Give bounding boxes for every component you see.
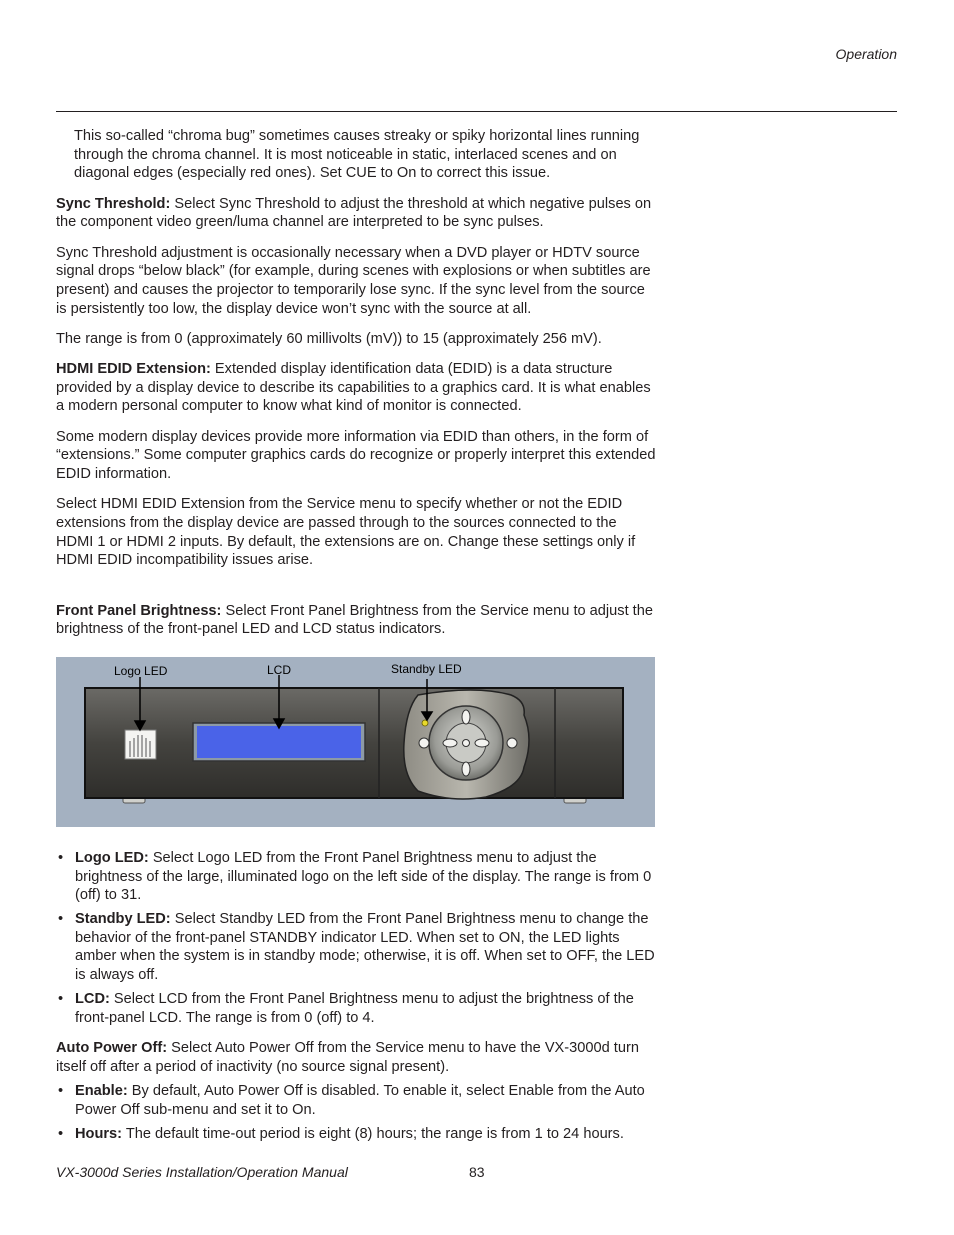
sync-threshold-detail: Sync Threshold adjustment is occasionally necessary when a DVD player or HDTV source signal drops “below black” (for example, during scenes with explosions or when subtitles are present) and causes the projector to temporarily lose sync. If the sync level from the source is persistently too low, the display device won’t sync with the source at all. [56,244,651,317]
auto-power-text: Select Auto Power Off from the Service menu to have the VX-3000d turn itself off after a period of inactivity (no source signal present). [56,1039,639,1075]
bullet-term: Standby LED: [75,911,171,928]
sync-threshold-paragraph [56,195,656,232]
sync-threshold-text: Select Sync Threshold to adjust the threshold at which negative pulses on the component video green/luma channel are interpreted to be sync pulses. [56,195,652,231]
lcd-screen [197,726,361,758]
list-item [56,1125,656,1144]
bullet-term: Enable: [75,1083,128,1100]
edid-extensions-paragraph: Some modern display devices provide more information via EDID than others, in the form of “extensions.” Some computer graphics cards do recognize or properly interpret this extended EDID information. [56,428,656,483]
footer-manual-title: VX-3000d Series Installation/Operation Manual [56,1164,348,1180]
hdmi-edid-paragraph [56,360,656,416]
running-header: Operation [835,46,897,62]
nav-down-button [462,762,470,776]
front-panel-illustration [56,657,655,827]
lcd-label: LCD [267,662,292,677]
hdmi-edid-term: HDMI EDID Extension: [56,361,211,378]
auto-power-bullet-list [56,1082,656,1143]
hdmi-edid-text: Extended display identification data (EDID) is a data structure provided by a display device to describe its capabilities to a graphics card. It is what enables a modern personal computer to know what kind of monitor is connected. [56,361,651,415]
list-item [56,849,656,905]
nav-left-button [443,739,457,747]
list-item [56,910,656,985]
front-panel-paragraph [56,602,656,639]
nav-center-button [463,739,470,746]
bullet-text: Select Logo LED from the Front Panel Brightness menu to adjust the brightness of the large, illuminated logo on the left side of the display. The range is from 0 (off) to 31. [75,849,652,904]
bullet-text: Select LCD from the Front Panel Brightness menu to adjust the brightness of the front-panel LCD. The range is from 0 (off) to 4. [75,990,634,1026]
bullet-term: Logo LED: [75,849,149,866]
front-panel-text: Select Front Panel Brightness from the Service menu to adjust the brightness of the front-panel LED and LCD status indicators. [56,602,653,638]
sync-range-paragraph: The range is from 0 (approximately 60 millivolts (mV)) to 15 (approximately 256 mV). [56,330,602,347]
page-body [56,127,656,1155]
bullet-term: LCD: [75,990,110,1007]
front-panel-bullet-list [56,849,656,1027]
auto-power-paragraph [56,1039,656,1076]
bullet-term: Hours: [75,1125,123,1142]
edid-select-paragraph: Select HDMI EDID Extension from the Service menu to specify whether or not the EDID extensions from the display device are passed through to the sources connected to the HDMI 1 or HDMI 2 inputs. By default, the extensions are on. Change these settings only if HDMI EDID incompatibility issues arise. [56,496,636,569]
chroma-bug-paragraph: This so-called “chroma bug” sometimes causes streaky or spiky horizontal lines running through the chroma channel. It is most noticeable in static, interlaced scenes and on diagonal edges (especially red ones). Set CUE to On to correct this issue. [74,128,640,182]
header-rule [56,111,897,112]
side-button-left [419,738,429,748]
nav-right-button [475,739,489,747]
front-panel-term: Front Panel Brightness: [56,602,222,619]
logo-led-label: Logo LED [114,663,168,678]
nav-up-button [462,710,470,724]
side-button-right [507,738,517,748]
bullet-text: The default time-out period is eight (8) hours; the range is from 1 to 24 hours. [122,1125,624,1142]
sync-threshold-term: Sync Threshold: [56,195,171,212]
front-panel-figure [56,657,655,827]
list-item [56,990,656,1027]
standby-led-label: Standby LED [391,661,462,676]
bullet-text: Select Standby LED from the Front Panel Brightness menu to change the behavior of the front-panel STANDBY indicator LED. When set to ON, the LED lights amber when the system is in standby mode; otherwise, it is off. When set to OFF, the LED is always off. [75,911,655,984]
list-item [56,1082,656,1119]
auto-power-term: Auto Power Off: [56,1039,168,1056]
footer-page-number: 83 [469,1164,485,1180]
section-gap [56,582,656,602]
bullet-text: By default, Auto Power Off is disabled. To enable it, select Enable from the Auto Power Off sub-menu and set it to On. [75,1083,645,1118]
